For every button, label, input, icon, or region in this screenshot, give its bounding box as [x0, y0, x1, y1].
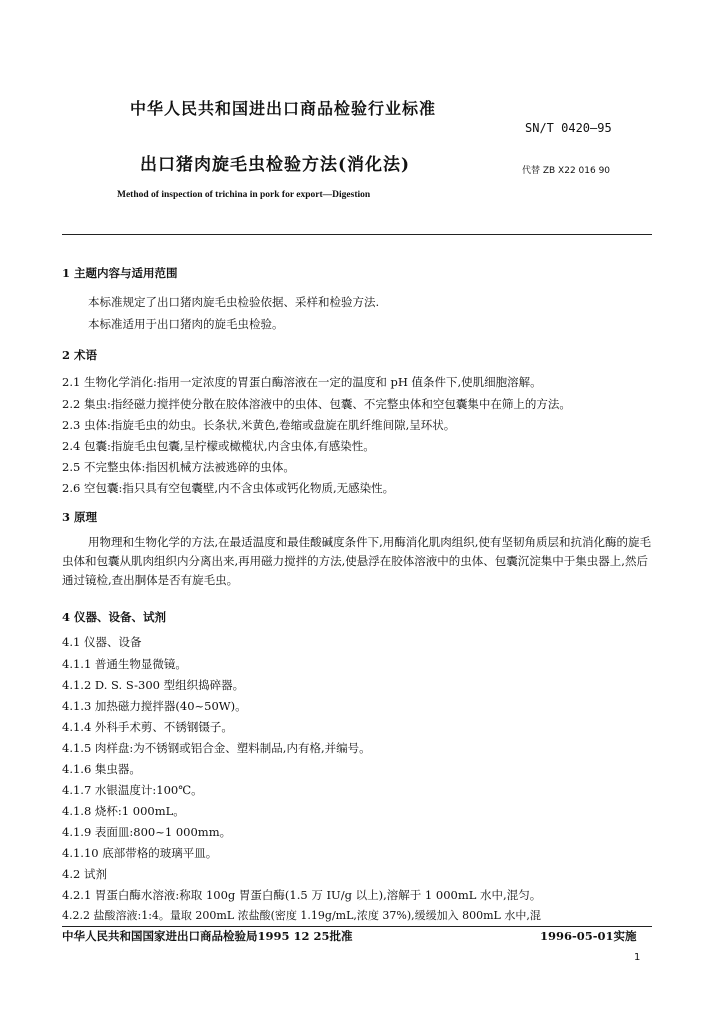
- term-item: 2.4 包囊:指旋毛虫包囊,呈柠檬或橄榄状,内含虫体,有感染性。: [62, 439, 375, 453]
- term-item: 2.6 空包囊:指只具有空包囊壁,内不含虫体或钙化物质,无感染性。: [62, 481, 395, 495]
- section-2-heading: 2 术语: [62, 348, 98, 362]
- term-item: 2.5 不完整虫体:指因机械方法被逃碎的虫体。: [62, 460, 295, 474]
- approval-statement: 中华人民共和国国家进出口商品检验局1995 12 25批准: [62, 929, 353, 943]
- instrument-item: 4.1 仪器、设备: [62, 635, 142, 649]
- standard-number: SN/T 0420—95: [525, 121, 612, 135]
- instrument-item: 4.1.8 烧杯:1 000mL。: [62, 804, 185, 818]
- reagent-item: 4.2.2 盐酸溶液:1:4。量取 200mL 浓盐酸(密度 1.19g/mL,浓度 37%),缓缓加入 800mL 水中,混: [62, 909, 541, 922]
- page-number: 1: [634, 952, 641, 963]
- section-1-paragraph-1: 本标准规定了出口猪肉旋毛虫检验依据、采样和检验方法.: [88, 295, 380, 309]
- instrument-item: 4.1.5 肉样盘:为不锈钢或铝合金、塑料制品,内有格,并编号。: [62, 741, 371, 755]
- section-3-heading: 3 原理: [62, 510, 98, 524]
- instrument-item: 4.1.6 集虫器。: [62, 762, 141, 776]
- instrument-item: 4.1.3 加热磁力搅拌器(40~50W)。: [62, 699, 247, 713]
- term-item: 2.1 生物化学消化:指用一定浓度的胃蛋白酶溶液在一定的温度和 pH 值条件下,使肌细胞溶解。: [62, 375, 542, 389]
- section-4-heading: 4 仪器、设备、试剂: [62, 610, 167, 624]
- term-item: 2.3 虫体:指旋毛虫的幼虫。长条状,米黄色,卷缩或盘旋在肌纤维间隙,呈环状。: [62, 418, 456, 432]
- replaces-standard: 代替 ZB X22 016 90: [522, 166, 611, 176]
- effective-date: 1996-05-01实施: [540, 929, 637, 943]
- org-standard-title: 中华人民共和国进出口商品检验行业标准: [130, 99, 437, 118]
- reagent-item: 4.2.1 胃蛋白酶水溶液:称取 100g 胃蛋白酶(1.5 万 IU/g 以上),溶解于 1 000mL 水中,混匀。: [62, 888, 542, 902]
- instrument-item: 4.1.9 表面皿:800~1 000mm。: [62, 825, 232, 839]
- section-1-heading: 1 主题内容与适用范围: [62, 266, 178, 280]
- instrument-item: 4.1.4 外科手术剪、不锈钢镊子。: [62, 720, 233, 734]
- instrument-item: 4.1.1 普通生物显微镜。: [62, 657, 187, 671]
- term-item: 2.2 集虫:指经磁力搅拌使分散在胶体溶液中的虫体、包囊、不完整虫体和空包囊集中在筛上的方法。: [62, 397, 571, 411]
- reagent-heading: 4.2 试剂: [62, 867, 107, 881]
- instrument-item: 4.1.10 底部带格的玻璃平皿。: [62, 846, 218, 860]
- section-3-paragraph: 用物理和生物化学的方法,在最适温度和最佳酸碱度条件下,用酶消化肌肉组织,使有坚韧角质层和抗消化酶的旋毛虫体和包囊从肌肉组织内分离出来,再用磁力搅拌的方法,使悬浮在胶体溶液中的虫体、包囊沉淀集中于集虫器上,然后通过镜检,查出胴体是否有旋毛虫。: [62, 535, 651, 587]
- english-title: Method of inspection of trichina in pork for export—Digestion: [117, 190, 371, 200]
- header-divider: [62, 234, 652, 235]
- instrument-item: 4.1.7 水银温度计:100℃。: [62, 783, 203, 797]
- section-1-paragraph-2: 本标准适用于出口猪肉的旋毛虫检验。: [88, 317, 284, 331]
- instrument-item: 4.1.2 D. S. S-300 型组织捣碎器。: [62, 678, 245, 692]
- footer-divider: [62, 926, 652, 927]
- document-title: 出口猪肉旋毛虫检验方法(消化法): [140, 155, 411, 175]
